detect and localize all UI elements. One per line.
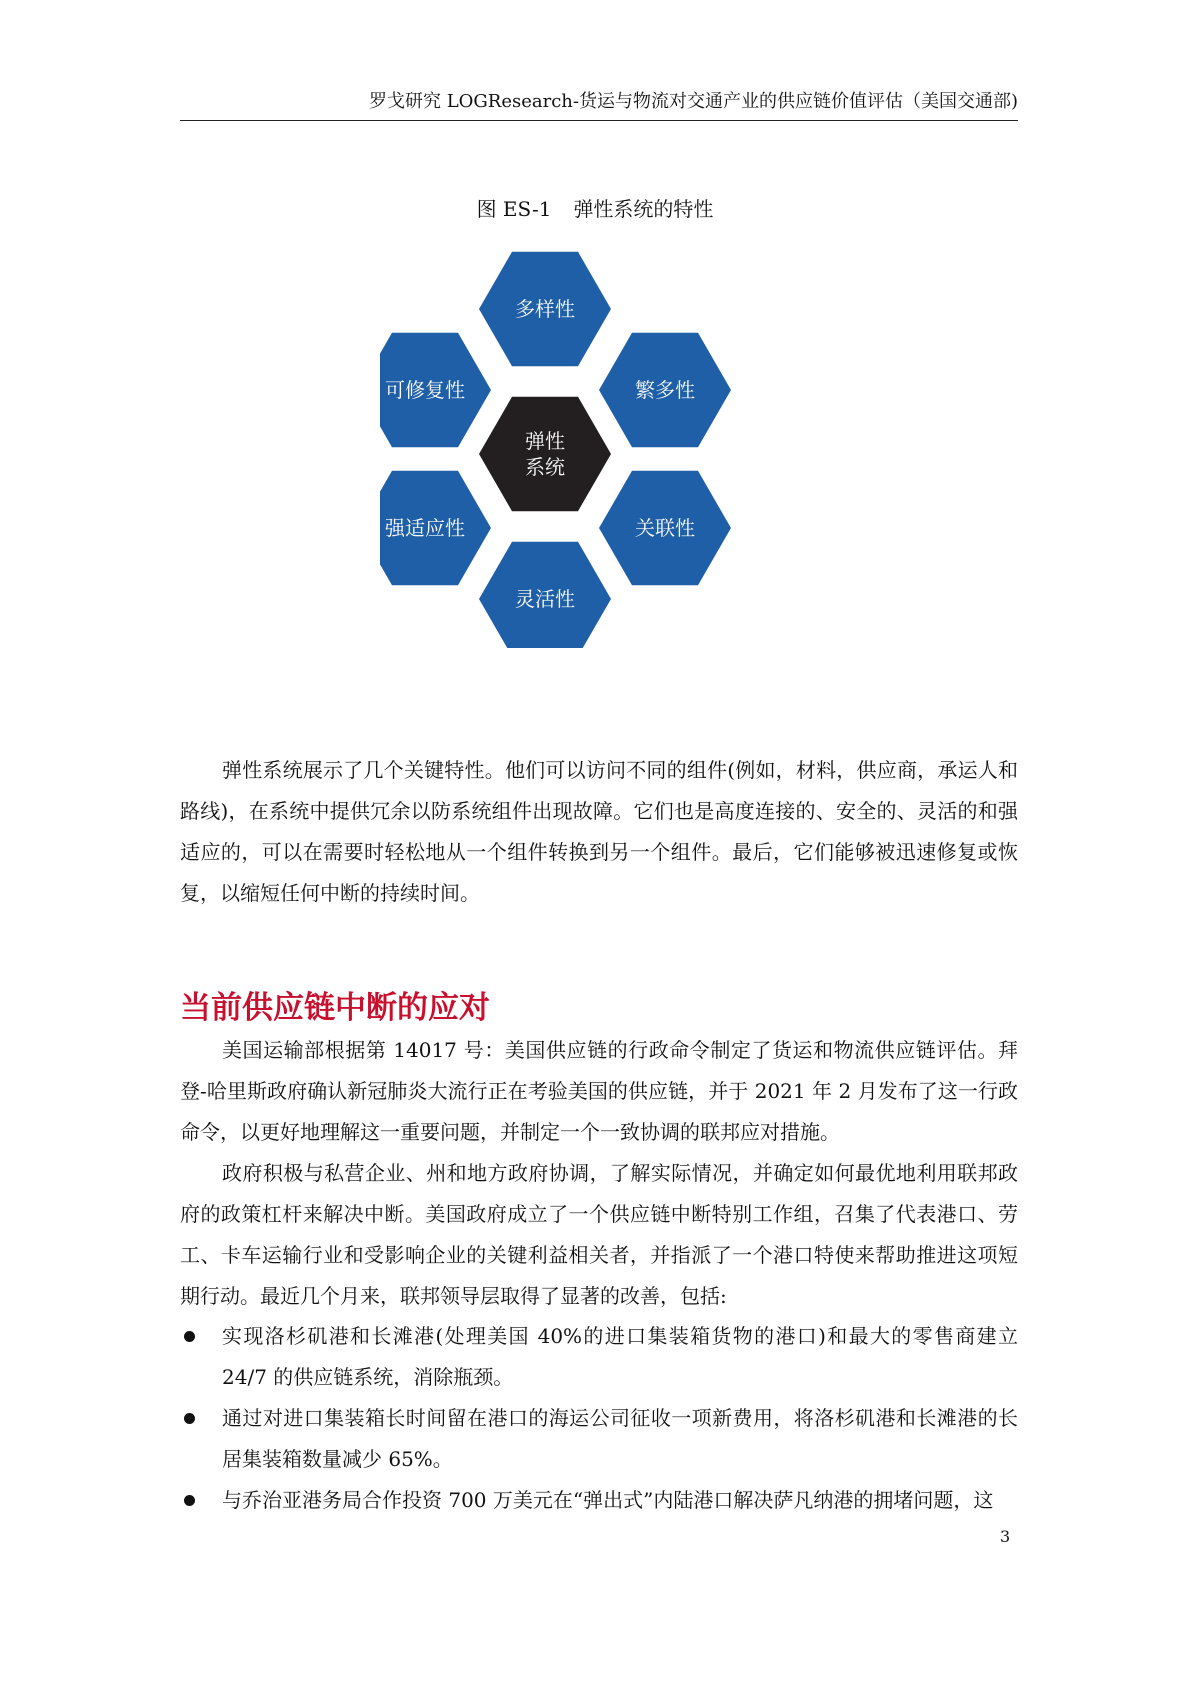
page-number: 3 [1000,1527,1011,1546]
trait-label: 灵活性 [515,587,575,611]
improvements-list [180,1316,1018,1521]
list-item [180,1480,1018,1521]
figure-number: 图 ES-1 [476,197,552,221]
bullet-icon [184,1413,195,1424]
running-header: 罗戈研究 LOGResearch-货运与物流对交通产业的供应链价值评估（美国交通部) [368,91,1018,112]
list-item [180,1316,1018,1398]
paragraph-resilience-traits: 弹性系统展示了几个关键特性。他们可以访问不同的组件(例如，材料，供应商，承运人和路线)，在系统中提供冗余以防系统组件出现故障。它们也是高度连接的、安全的、灵活的和强适应的，可以在需要时轻松地从一个组件转换到另一个组件。最后，它们能够被迅速修复或恢复，以缩短任何中断的持续时间。 [180,758,1018,905]
header-divider [180,120,1018,121]
figure-title: 弹性系统的特性 [573,197,714,221]
section-body-1 [180,1030,1018,1153]
resilience-hexagon-diagram [380,248,810,648]
trait-label: 关联性 [635,516,695,540]
list-item-text: 实现洛杉矶港和长滩港(处理美国 40%的进口集装箱货物的港口)和最大的零售商建立 24/7 的供应链系统，消除瓶颈。 [222,1324,1018,1389]
trait-label: 强适应性 [385,516,465,540]
list-item [180,1398,1018,1480]
trait-label: 可修复性 [385,378,465,402]
figure-caption [0,196,1190,222]
trait-label: 多样性 [515,297,575,321]
paragraph-government-coordination: 政府积极与私营企业、州和地方政府协调，了解实际情况，并确定如何最优地利用联邦政府的政策杠杆来解决中断。美国政府成立了一个供应链中断特别工作组，召集了代表港口、劳工、卡车运输行业和受影响企业的关键利益相关者，并指派了一个港口特使来帮助推进这项短期行动。最近几个月来，联邦领导层取得了显著的改善，包括: [180,1161,1018,1308]
center-label-line1: 弹性 [525,429,565,453]
list-item-text: 通过对进口集装箱长时间留在港口的海运公司征收一项新费用，将洛杉矶港和长滩港的长居集装箱数量减少 65%。 [222,1406,1018,1471]
bullet-icon [184,1331,195,1342]
section-title: 当前供应链中断的应对 [180,990,490,1026]
bullet-icon [184,1495,195,1506]
trait-label: 繁多性 [635,378,695,402]
section-body-2 [180,1153,1018,1317]
center-label-line2: 系统 [525,455,565,479]
paragraph-executive-order: 美国运输部根据第 14017 号：美国供应链的行政命令制定了货运和物流供应链评估。拜登-哈里斯政府确认新冠肺炎大流行正在考验美国的供应链，并于 2021 年 2 月发布了这一行政命令，以更好地理解这一重要问题，并制定一个一致协调的联邦应对措施。 [180,1038,1018,1144]
center-hexagon [479,397,611,511]
intro-paragraph [180,750,1018,914]
list-item-text: 与乔治亚港务局合作投资 700 万美元在“弹出式”内陆港口解决萨凡纳港的拥堵问题，这 [222,1488,994,1512]
